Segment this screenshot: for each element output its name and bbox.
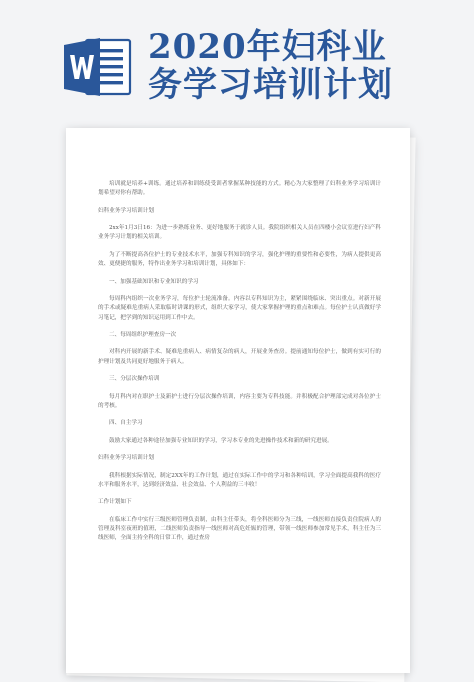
paragraph: 每月科内对在职护士及新护士进行分层次操作培训，内容主要为专科技能。并积极配合护理部完成对各位护士的考核。	[98, 393, 381, 409]
section-heading: 三、分层次操作培训	[109, 376, 160, 383]
section-heading: 四、自主学习	[109, 420, 143, 427]
paragraph: 为了不断提高各位护士的专业技术水平，加强专科知识的学习，强化护理的重要性和必要性，为病人提供更高效、更便捷的服务，特作出业务学习和培训计划，具体如下：	[98, 252, 381, 268]
document-page	[66, 128, 410, 673]
paragraph: 在临床工作中实行三级医师管理负责制，由科主任带头，将全科医师分为三线，一线医师直接负责住院病人的管理及科室夜班的值班，二线医师负责指导一线医师对高危妊娠的管理，带领一线医师参加常见手术，科主任为三线医师，全面主持全科的日常工作，通过查房	[98, 516, 381, 542]
title-line-2: 务学习培训计划	[148, 65, 393, 105]
paragraph: 培训就是培养+训练。通过培养和训练使受训者掌握某种技能的方式。精心为大家整理了妇科业务学习培训计划希望对你有帮助。	[98, 181, 381, 197]
paragraph: 对科内开展的新手术、疑难危重病人、病情复杂的病人，开展业务查房。提前通知每位护士，做到有实可行的护理计划及共同更好地服务于病人。	[98, 349, 381, 365]
section-heading: 妇科业务学习培训计划	[98, 207, 154, 214]
paragraph: 2xx年1月3日16：为进一步熟练业务、更好地服务于就诊人员。我院组织相关人员在四楼小会议室进行妇产科业务学习计划的相关培训。	[98, 225, 381, 241]
document-title	[148, 28, 393, 104]
document-preview	[66, 128, 410, 673]
paragraph: 每周科内组织一次业务学习，每位护士轮流准备。内容以专科知识为主，紧紧围绕临床、突出重点。对新开展的手术或疑难危重病人采取临时讲课的形式，组织大家学习，使大家掌握护理的重点和难点。每位护士认真做好学习笔记，把学到的知识运用到工作中去。	[98, 296, 381, 321]
document-body	[98, 180, 381, 552]
paragraph: 鼓励大家通过各种途径加强专业知识的学习，学习本专业的先进操作技术和新的研究进展。	[109, 437, 333, 444]
section-heading: 一、加强基础知识和专业知识的学习	[109, 278, 199, 285]
section-heading: 二、每周组织护理查房一次	[109, 332, 177, 339]
section-heading: 妇科业务学习培训计划	[98, 455, 154, 462]
document-header	[0, 0, 474, 118]
paragraph: 我科根据实际情况，制定2XX年的工作计划，通过在实际工作中的学习和各种培训，学习全面提高我科的医疗水平和服务水平，达到经济效益、社会效益、个人利益的三丰收！	[98, 472, 381, 488]
word-icon	[60, 36, 138, 98]
title-line-1: 2020年妇科业	[148, 27, 387, 67]
section-heading: 工作计划如下	[98, 499, 132, 506]
